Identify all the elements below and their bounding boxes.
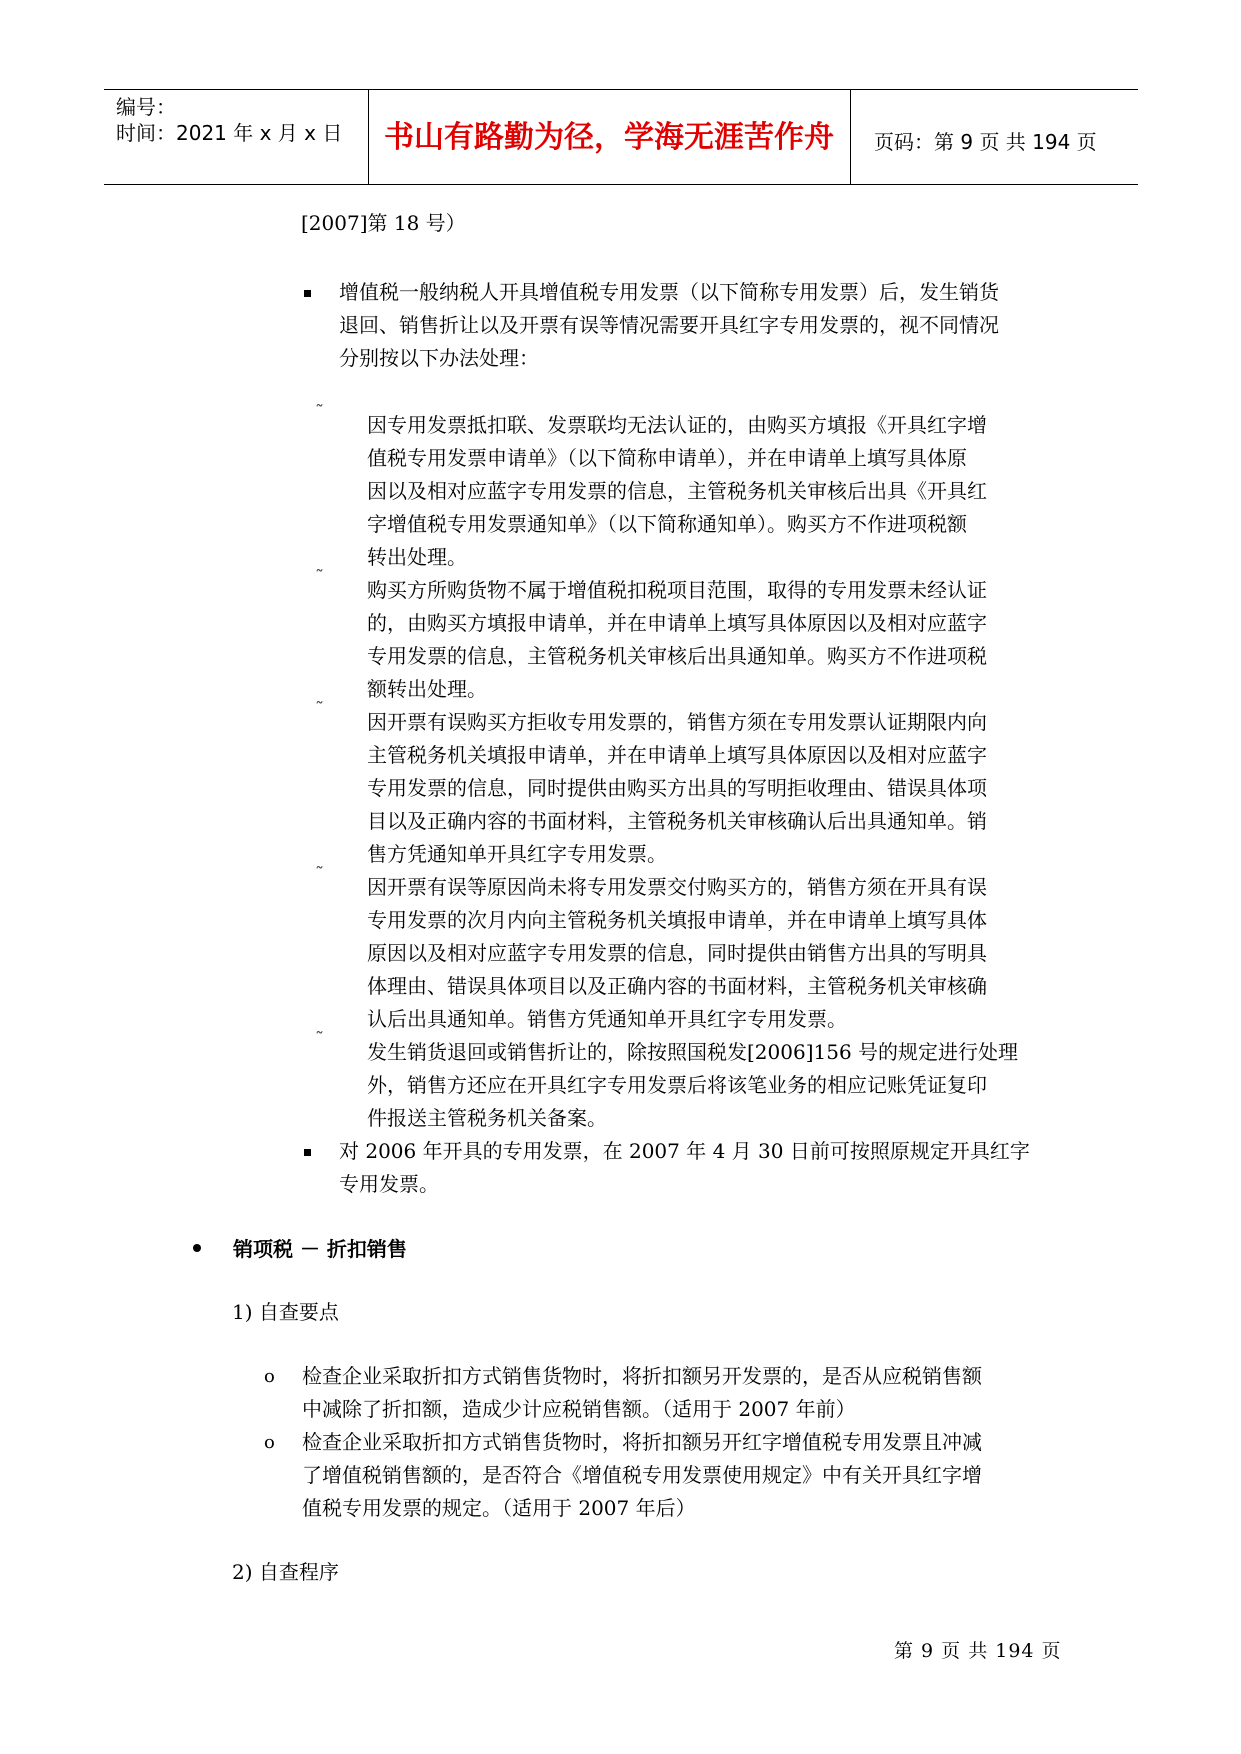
paragraph-line: 件报送主管税务机关备案。 <box>367 1106 607 1130</box>
continued-line: [2007]第 18 号） <box>301 211 466 235</box>
paragraph-line: 售方凭通知单开具红字专用发票。 <box>367 842 667 866</box>
paragraph-line: 专用发票。 <box>339 1172 439 1196</box>
sub-bullet-mark: ˜ <box>315 864 324 885</box>
paragraph-line: 因开票有误等原因尚未将专用发票交付购买方的，销售方须在开具有误 <box>367 875 987 899</box>
paragraph-line: 检查企业采取折扣方式销售货物时，将折扣额另开发票的，是否从应税销售额 <box>302 1364 982 1388</box>
paragraph-line: 因以及相对应蓝字专用发票的信息，主管税务机关审核后出具《开具红 <box>367 479 987 503</box>
header-right-cell <box>850 90 1138 184</box>
sub-bullet-mark: ˜ <box>315 699 324 720</box>
paragraph-line: 检查企业采取折扣方式销售货物时，将折扣额另开红字增值税专用发票且冲减 <box>302 1430 982 1454</box>
sub-bullet-mark: ˜ <box>315 1029 324 1050</box>
paragraph-line: 目以及正确内容的书面材料，主管税务机关审核确认后出具通知单。销 <box>367 809 987 833</box>
page-header <box>104 89 1138 185</box>
header-motto-cell <box>368 90 851 184</box>
paragraph-line: 中减除了折扣额，造成少计应税销售额。（适用于 2007 年前） <box>302 1397 856 1421</box>
paragraph-line: 专用发票的次月内向主管税务机关填报申请单，并在申请单上填写具体 <box>367 908 987 932</box>
numbered-item: 1) 自查要点 <box>232 1300 339 1324</box>
square-bullet <box>304 1149 311 1156</box>
paragraph-line: 分别按以下办法处理： <box>339 346 539 370</box>
paragraph-line: 值税专用发票的规定。（适用于 2007 年后） <box>302 1496 696 1520</box>
sub-bullet-mark: ˜ <box>315 402 324 423</box>
paragraph-line: 退回、销售折让以及开票有误等情况需要开具红字专用发票的，视不同情况 <box>339 313 999 337</box>
paragraph-line: 对 2006 年开具的专用发票，在 2007 年 4 月 30 日前可按照原规定开具红字 <box>339 1139 1030 1163</box>
paragraph-line: 主管税务机关填报申请单，并在申请单上填写具体原因以及相对应蓝字 <box>367 743 987 767</box>
paragraph-line: 专用发票的信息，主管税务机关审核后出具通知单。购买方不作进项税 <box>367 644 987 668</box>
paragraph-line: 原因以及相对应蓝字专用发票的信息，同时提供由销售方出具的写明具 <box>367 941 987 965</box>
number-label: 编号： <box>116 95 176 119</box>
time-label: 时间：2021 年 x 月 x 日 <box>116 121 343 145</box>
paragraph-line: 值税专用发票申请单》（以下简称申请单），并在申请单上填写具体原 <box>367 446 967 470</box>
square-bullet <box>304 290 311 297</box>
section-bullet <box>193 1244 201 1252</box>
paragraph-line: 的，由购买方填报申请单，并在申请单上填写具体原因以及相对应蓝字 <box>367 611 987 635</box>
paragraph-line: 外，销售方还应在开具红字专用发票后将该笔业务的相应记账凭证复印 <box>367 1073 987 1097</box>
motto: 书山有路勤为径，学海无涯苦作舟 <box>384 120 834 155</box>
circle-bullet: o <box>264 1366 275 1387</box>
paragraph-line: 增值税一般纳税人开具增值税专用发票（以下简称专用发票）后，发生销货 <box>339 280 999 304</box>
numbered-item: 2) 自查程序 <box>232 1560 339 1584</box>
paragraph-line: 购买方所购货物不属于增值税扣税项目范围，取得的专用发票未经认证 <box>367 578 987 602</box>
paragraph-line: 字增值税专用发票通知单》（以下简称通知单）。购买方不作进项税额 <box>367 512 967 536</box>
paragraph-line: 额转出处理。 <box>367 677 487 701</box>
paragraph-line: 认后出具通知单。销售方凭通知单开具红字专用发票。 <box>367 1007 847 1031</box>
paragraph-line: 专用发票的信息，同时提供由购买方出具的写明拒收理由、错误具体项 <box>367 776 987 800</box>
sub-bullet-mark: ˜ <box>315 567 324 588</box>
paragraph-line: 体理由、错误具体项目以及正确内容的书面材料，主管税务机关审核确 <box>367 974 987 998</box>
paragraph-line: 因专用发票抵扣联、发票联均无法认证的，由购买方填报《开具红字增 <box>367 413 987 437</box>
section-title: 销项税 － 折扣销售 <box>233 1237 407 1261</box>
paragraph-line: 了增值税销售额的，是否符合《增值税专用发票使用规定》中有关开具红字增 <box>302 1463 982 1487</box>
paragraph-line: 因开票有误购买方拒收专用发票的，销售方须在专用发票认证期限内向 <box>367 710 987 734</box>
circle-bullet: o <box>264 1432 275 1453</box>
footer-page-number: 第 9 页 共 194 页 <box>894 1640 1062 1662</box>
paragraph-line: 发生销货退回或销售折让的，除按照国税发[2006]156 号的规定进行处理 <box>367 1040 1019 1064</box>
paragraph-line: 转出处理。 <box>367 545 467 569</box>
header-page-label: 页码：第 9 页 共 194 页 <box>874 130 1097 154</box>
header-left-cell <box>104 90 369 184</box>
